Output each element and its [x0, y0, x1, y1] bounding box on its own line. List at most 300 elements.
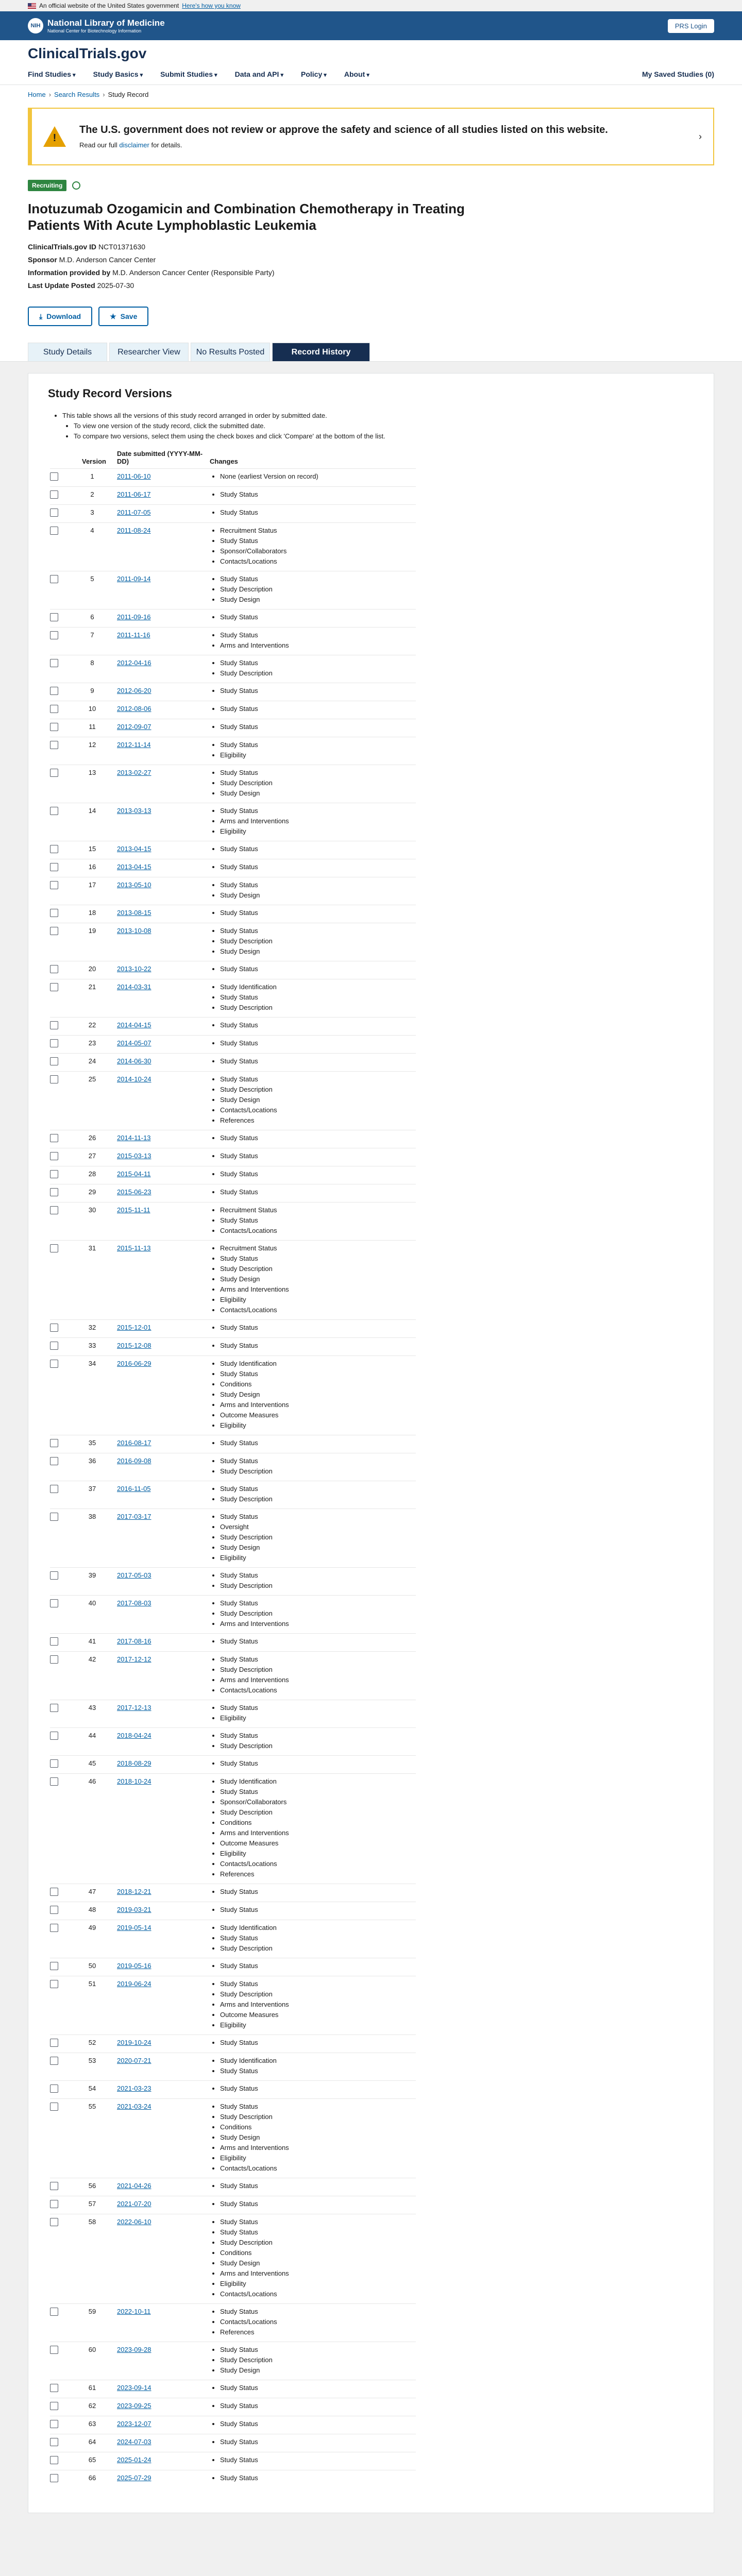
- submitted-date-link[interactable]: 2013-08-15: [117, 909, 151, 917]
- version-number: 40: [88, 1599, 96, 1607]
- version-row: [50, 2452, 416, 2470]
- changes-list: [210, 1323, 416, 1333]
- change-item: • Study Status: [220, 926, 416, 936]
- compare-checkbox[interactable]: [50, 1704, 58, 1712]
- submitted-date-link[interactable]: 2013-04-15: [117, 845, 151, 853]
- compare-checkbox[interactable]: [50, 1152, 58, 1160]
- change-item: • Study Status: [220, 1133, 416, 1143]
- changes-list: [210, 2181, 416, 2191]
- compare-checkbox[interactable]: [50, 1170, 58, 1178]
- change-item: • Eligibility: [220, 1849, 416, 1859]
- compare-checkbox[interactable]: [50, 490, 58, 499]
- submitted-date-link[interactable]: 2015-03-13: [117, 1152, 151, 1160]
- compare-checkbox[interactable]: [50, 723, 58, 731]
- submitted-date-link[interactable]: 2023-12-07: [117, 2420, 151, 2428]
- change-item: • Eligibility: [220, 826, 416, 837]
- submitted-date-link[interactable]: 2016-11-05: [117, 1485, 151, 1493]
- version-number: 25: [88, 1075, 96, 1083]
- compare-checkbox[interactable]: [50, 2200, 58, 2208]
- change-item: • Study Description: [220, 1264, 416, 1274]
- compare-checkbox[interactable]: [50, 1759, 58, 1768]
- submitted-date-link[interactable]: 2025-01-24: [117, 2456, 151, 2464]
- change-item: • Sponsor/Collaborators: [220, 546, 416, 556]
- submitted-date-link[interactable]: 2015-06-23: [117, 1188, 151, 1196]
- tab-no-results-posted[interactable]: No Results Posted: [191, 343, 270, 361]
- submitted-date-link[interactable]: 2022-06-10: [117, 2218, 151, 2226]
- change-item: • Study Description: [220, 1494, 416, 1504]
- submitted-date-link[interactable]: 2011-11-16: [117, 631, 150, 639]
- submitted-date-link[interactable]: 2013-02-27: [117, 769, 151, 776]
- change-item: • Study Status: [220, 1253, 416, 1264]
- main-content: [0, 362, 742, 2513]
- change-item: • Eligibility: [220, 2279, 416, 2289]
- tab-researcher-view[interactable]: Researcher View: [109, 343, 189, 361]
- changes-list: [210, 1923, 416, 1954]
- version-number: 66: [88, 2474, 96, 2482]
- compare-checkbox[interactable]: [50, 1571, 58, 1580]
- changes-list: [210, 686, 416, 696]
- version-number: 23: [88, 1039, 96, 1047]
- bookmark-icon: ★: [110, 312, 116, 320]
- compare-checkbox[interactable]: [50, 909, 58, 917]
- compare-checkbox[interactable]: [50, 1134, 58, 1142]
- nav-item-find-studies[interactable]: Find Studies ▾: [28, 70, 76, 78]
- change-item: • Outcome Measures: [220, 1838, 416, 1849]
- changes-list: [210, 1169, 416, 1179]
- submitted-date-link[interactable]: 2021-03-23: [117, 2084, 151, 2092]
- version-row: [50, 1320, 416, 1338]
- compare-checkbox[interactable]: [50, 2308, 58, 2316]
- version-row: [50, 1054, 416, 1072]
- compare-checkbox[interactable]: [50, 1777, 58, 1786]
- compare-checkbox[interactable]: [50, 1962, 58, 1970]
- version-row: [50, 1652, 416, 1700]
- submitted-date-link[interactable]: 2016-09-08: [117, 1457, 151, 1465]
- version-number: 61: [88, 2384, 96, 2392]
- submitted-date-link[interactable]: 2019-03-21: [117, 1906, 151, 1913]
- change-item: • Study Description: [220, 1003, 416, 1013]
- changes-list: [210, 1731, 416, 1751]
- changes-list: [210, 2056, 416, 2076]
- compare-checkbox[interactable]: [50, 1732, 58, 1740]
- compare-checkbox[interactable]: [50, 2084, 58, 2093]
- compare-checkbox[interactable]: [50, 527, 58, 535]
- compare-checkbox[interactable]: [50, 2039, 58, 2047]
- version-row: [50, 2398, 416, 2416]
- compare-checkbox[interactable]: [50, 1206, 58, 1214]
- version-row: [50, 859, 416, 877]
- tab-record-history[interactable]: Record History: [272, 343, 370, 361]
- version-number: 55: [88, 2103, 96, 2110]
- compare-checkbox[interactable]: [50, 659, 58, 667]
- compare-checkbox[interactable]: [50, 1360, 58, 1368]
- submitted-date-link[interactable]: 2017-08-16: [117, 1637, 151, 1645]
- change-item: • Study Status: [220, 536, 416, 546]
- change-item: • Study Description: [220, 584, 416, 595]
- change-item: • Contacts/Locations: [220, 2163, 416, 2174]
- compare-checkbox[interactable]: [50, 1324, 58, 1332]
- submitted-date-link[interactable]: 2017-03-17: [117, 1513, 151, 1520]
- compare-checkbox[interactable]: [50, 575, 58, 583]
- compare-checkbox[interactable]: [50, 1599, 58, 1607]
- compare-checkbox[interactable]: [50, 1655, 58, 1664]
- change-item: • Study Status: [220, 2199, 416, 2209]
- submitted-date-link[interactable]: 2011-06-17: [117, 490, 151, 498]
- compare-checkbox[interactable]: [50, 2438, 58, 2446]
- version-row: [50, 1700, 416, 1728]
- version-number: 16: [88, 863, 96, 871]
- version-row: [50, 609, 416, 628]
- tab-study-details[interactable]: Study Details: [28, 343, 107, 361]
- compare-checkbox[interactable]: [50, 1888, 58, 1896]
- nlm-subtitle: National Center for Biotechnology Information: [47, 28, 142, 33]
- submitted-date-link[interactable]: 2021-03-24: [117, 2103, 151, 2110]
- compare-checkbox[interactable]: [50, 1637, 58, 1646]
- version-row: [50, 1435, 416, 1453]
- main-nav: [28, 64, 714, 84]
- changes-list: [210, 1887, 416, 1897]
- submitted-date-link[interactable]: 2014-11-13: [117, 1134, 151, 1142]
- compare-checkbox[interactable]: [50, 687, 58, 695]
- changes-list: [210, 1020, 416, 1030]
- site-title[interactable]: ClinicalTrials.gov: [28, 45, 147, 61]
- submitted-date-link[interactable]: 2021-04-26: [117, 2182, 151, 2190]
- version-number: 11: [89, 723, 96, 731]
- change-item: • Study Status: [220, 2102, 416, 2112]
- help-icon[interactable]: [72, 181, 80, 190]
- change-item: • Study Status: [220, 908, 416, 918]
- submitted-date-link[interactable]: 2017-12-13: [117, 1704, 151, 1711]
- submitted-date-link[interactable]: 2015-04-11: [117, 1170, 151, 1178]
- compare-checkbox[interactable]: [50, 631, 58, 639]
- version-number: 57: [88, 2200, 96, 2208]
- compare-checkbox[interactable]: [50, 2420, 58, 2428]
- breadcrumb-home[interactable]: Home: [28, 90, 46, 98]
- submitted-date-link[interactable]: 2017-12-12: [117, 1655, 151, 1663]
- submitted-date-link[interactable]: 2013-03-13: [117, 807, 151, 815]
- changes-list: [210, 722, 416, 732]
- submitted-date-link[interactable]: 2018-08-29: [117, 1759, 151, 1767]
- compare-checkbox[interactable]: [50, 1457, 58, 1465]
- changes-list: [210, 2217, 416, 2299]
- submitted-date-link[interactable]: 2014-06-30: [117, 1057, 151, 1065]
- study-header: [0, 177, 742, 341]
- submitted-date-link[interactable]: 2016-08-17: [117, 1439, 151, 1447]
- changes-list: [210, 1979, 416, 2030]
- change-item: • Study Identification: [220, 1923, 416, 1933]
- submitted-date-link[interactable]: 2014-10-24: [117, 1075, 151, 1083]
- change-item: • Study Description: [220, 1989, 416, 1999]
- submitted-date-link[interactable]: 2011-09-16: [117, 613, 151, 621]
- compare-checkbox[interactable]: [50, 1075, 58, 1083]
- changes-list: [210, 880, 416, 901]
- version-row: [50, 2178, 416, 2196]
- version-number: 4: [90, 527, 94, 534]
- change-item: • Study Design: [220, 1274, 416, 1284]
- compare-checkbox[interactable]: [50, 1244, 58, 1252]
- changes-list: [210, 526, 416, 567]
- change-item: • Contacts/Locations: [220, 1105, 416, 1115]
- changes-list: [210, 1776, 416, 1879]
- version-row: [50, 1884, 416, 1902]
- changes-list: [210, 658, 416, 679]
- change-item: • Arms and Interventions: [220, 816, 416, 826]
- nav-item-about[interactable]: About ▾: [344, 70, 369, 78]
- version-number: 27: [88, 1152, 96, 1160]
- version-row: [50, 2053, 416, 2081]
- change-item: • Study Status: [220, 1570, 416, 1581]
- submitted-date-link[interactable]: 2014-05-07: [117, 1039, 151, 1047]
- compare-checkbox[interactable]: [50, 1057, 58, 1065]
- nih-logo-icon: NIH: [28, 18, 43, 33]
- compare-checkbox[interactable]: [50, 2218, 58, 2226]
- compare-checkbox[interactable]: [50, 2182, 58, 2190]
- submitted-date-link[interactable]: 2012-08-06: [117, 705, 151, 713]
- submitted-date-link[interactable]: 2015-12-08: [117, 1342, 151, 1349]
- version-row: [50, 571, 416, 609]
- change-item: • Study Status: [220, 1456, 416, 1466]
- submitted-date-link[interactable]: 2019-05-14: [117, 1924, 151, 1931]
- compare-checkbox[interactable]: [50, 965, 58, 973]
- version-row: [50, 1148, 416, 1166]
- change-item: • References: [220, 1869, 416, 1879]
- compare-checkbox[interactable]: [50, 807, 58, 815]
- version-number: 15: [88, 845, 96, 853]
- compare-checkbox[interactable]: [50, 472, 58, 481]
- submitted-date-link[interactable]: 2011-09-14: [117, 575, 151, 583]
- compare-checkbox[interactable]: [50, 927, 58, 935]
- version-number: 21: [88, 983, 96, 991]
- change-item: • Study Status: [220, 612, 416, 622]
- submitted-date-link[interactable]: 2020-07-21: [117, 2057, 151, 2064]
- version-row: [50, 905, 416, 923]
- version-row: [50, 961, 416, 979]
- submitted-date-link[interactable]: 2017-08-03: [117, 1599, 151, 1607]
- prs-login-button[interactable]: PRS Login: [668, 19, 714, 33]
- change-item: • Study Description: [220, 2112, 416, 2122]
- compare-checkbox[interactable]: [50, 769, 58, 777]
- changes-list: [210, 1758, 416, 1769]
- version-row: [50, 1184, 416, 1202]
- changes-list: [210, 1187, 416, 1197]
- compare-checkbox[interactable]: [50, 1188, 58, 1196]
- compare-checkbox[interactable]: [50, 1513, 58, 1521]
- compare-checkbox[interactable]: [50, 705, 58, 713]
- compare-checkbox[interactable]: [50, 2474, 58, 2482]
- submitted-date-link[interactable]: 2014-03-31: [117, 983, 151, 991]
- version-row: [50, 1202, 416, 1241]
- version-row: [50, 2434, 416, 2452]
- changes-list: [210, 471, 416, 482]
- submitted-date-link[interactable]: 2019-10-24: [117, 2039, 151, 2046]
- changes-list: [210, 2455, 416, 2465]
- submitted-date-link[interactable]: 2012-09-07: [117, 723, 151, 731]
- submitted-date-link[interactable]: 2013-04-15: [117, 863, 151, 871]
- change-item: • Study Description: [220, 2238, 416, 2248]
- changes-list: [210, 489, 416, 500]
- change-item: • Study Description: [220, 1943, 416, 1954]
- version-row: [50, 523, 416, 571]
- version-row: [50, 877, 416, 905]
- changes-list: [210, 1074, 416, 1126]
- change-item: • References: [220, 1115, 416, 1126]
- change-item: • Study Status: [220, 1341, 416, 1351]
- compare-checkbox[interactable]: [50, 741, 58, 749]
- change-item: • Study Status: [220, 2217, 416, 2227]
- download-button[interactable]: [28, 307, 92, 326]
- compare-checkbox[interactable]: [50, 509, 58, 517]
- submitted-date-link[interactable]: 2017-05-03: [117, 1571, 151, 1579]
- compare-checkbox[interactable]: [50, 983, 58, 991]
- version-row: [50, 719, 416, 737]
- study-actions: [28, 307, 714, 341]
- version-number: 53: [88, 2057, 96, 2064]
- version-row: [50, 2099, 416, 2178]
- change-item: • Eligibility: [220, 1713, 416, 1723]
- submitted-date-link[interactable]: 2015-11-11: [117, 1206, 150, 1214]
- changes-list: [210, 2345, 416, 2376]
- compare-checkbox[interactable]: [50, 1980, 58, 1988]
- change-item: • Study Status: [220, 2345, 416, 2355]
- version-number: 58: [88, 2218, 96, 2226]
- disclaimer-link[interactable]: disclaimer: [119, 141, 149, 149]
- compare-checkbox[interactable]: [50, 1039, 58, 1047]
- change-item: • Study Description: [220, 1466, 416, 1477]
- submitted-date-link[interactable]: 2014-04-15: [117, 1021, 151, 1029]
- change-item: • Study Design: [220, 2132, 416, 2143]
- changes-list: [210, 1151, 416, 1161]
- changes-list: [210, 2199, 416, 2209]
- instruction-sub-item: • To view one version of the study record, click the submitted date.: [74, 421, 694, 431]
- submitted-date-link[interactable]: 2015-12-01: [117, 1324, 151, 1331]
- version-number: 19: [88, 927, 96, 935]
- compare-checkbox[interactable]: [50, 863, 58, 871]
- nav-item-submit-studies[interactable]: Submit Studies ▾: [160, 70, 217, 78]
- submitted-date-link[interactable]: 2013-05-10: [117, 881, 151, 889]
- change-item: • Contacts/Locations: [220, 2289, 416, 2299]
- change-item: • Study Status: [220, 686, 416, 696]
- chevron-right-icon[interactable]: ›: [699, 131, 702, 142]
- compare-checkbox[interactable]: [50, 2402, 58, 2410]
- change-item: • Study Description: [220, 668, 416, 679]
- nlm-header: [0, 11, 742, 40]
- instruction-text: This table shows all the versions of this study record arranged in order by submitted date.: [62, 412, 327, 419]
- submitted-date-link[interactable]: 2024-07-03: [117, 2438, 151, 2446]
- version-row: [50, 2214, 416, 2304]
- change-item: • Study Status: [220, 1654, 416, 1665]
- submitted-date-link[interactable]: 2013-10-22: [117, 965, 151, 973]
- change-item: • Recruitment Status: [220, 1205, 416, 1215]
- version-number: 13: [88, 769, 96, 776]
- compare-checkbox[interactable]: [50, 1485, 58, 1493]
- submitted-date-link[interactable]: 2012-04-16: [117, 659, 151, 667]
- change-item: • Study Status: [220, 630, 416, 640]
- change-item: • Study Status: [220, 1979, 416, 1989]
- submitted-date-link[interactable]: 2016-06-29: [117, 1360, 151, 1367]
- submitted-date-link[interactable]: 2011-08-24: [117, 527, 151, 534]
- change-item: • Study Status: [220, 964, 416, 974]
- change-item: • Study Status: [220, 1703, 416, 1713]
- change-item: • Study Status: [220, 1323, 416, 1333]
- change-item: • Study Status: [220, 2437, 416, 2447]
- submitted-date-link[interactable]: 2025-07-29: [117, 2474, 151, 2482]
- version-row: [50, 1920, 416, 1958]
- version-number: 36: [88, 1457, 96, 1465]
- change-item: • Study Description: [220, 1084, 416, 1095]
- change-item: • Study Status: [220, 1169, 416, 1179]
- compare-checkbox[interactable]: [50, 2384, 58, 2392]
- breadcrumb-search-results[interactable]: Search Results: [54, 90, 100, 98]
- submitted-date-link[interactable]: 2019-05-16: [117, 1962, 151, 1970]
- version-row: [50, 1036, 416, 1054]
- change-item: • Arms and Interventions: [220, 2143, 416, 2153]
- submitted-date-link[interactable]: 2018-04-24: [117, 1732, 151, 1739]
- nav-item-policy[interactable]: Policy ▾: [301, 70, 327, 78]
- changes-list: [210, 982, 416, 1013]
- changes-list: [210, 1484, 416, 1504]
- compare-checkbox[interactable]: [50, 2346, 58, 2354]
- change-item: • Study Status: [220, 507, 416, 518]
- change-item: • Study Identification: [220, 1359, 416, 1369]
- compare-checkbox[interactable]: [50, 1924, 58, 1932]
- compare-checkbox[interactable]: [50, 2456, 58, 2464]
- submitted-date-link[interactable]: 2019-06-24: [117, 1980, 151, 1988]
- nav-item-study-basics[interactable]: Study Basics ▾: [93, 70, 143, 78]
- version-number: 12: [88, 741, 96, 749]
- info-label: Information provided by: [28, 268, 111, 277]
- change-item: • Study Status: [220, 1598, 416, 1608]
- submitted-date-link[interactable]: 2021-07-20: [117, 2200, 151, 2208]
- changes-list: [210, 964, 416, 974]
- compare-checkbox[interactable]: [50, 881, 58, 889]
- study-tabs: [0, 341, 742, 362]
- gov-banner-link[interactable]: Here's how you know: [182, 2, 241, 9]
- changes-list: [210, 926, 416, 957]
- nav-item-data-and-api[interactable]: Data and API ▾: [235, 70, 283, 78]
- nlm-logo[interactable]: [28, 18, 165, 33]
- version-number: 62: [88, 2402, 96, 2410]
- submitted-date-link[interactable]: 2015-11-13: [117, 1244, 151, 1252]
- save-button[interactable]: [98, 307, 148, 326]
- version-row: [50, 2304, 416, 2342]
- compare-checkbox[interactable]: [50, 1021, 58, 1029]
- change-item: • Study Status: [220, 880, 416, 890]
- submitted-date-link[interactable]: 2012-06-20: [117, 687, 151, 694]
- saved-studies-link[interactable]: My Saved Studies (0): [642, 70, 714, 78]
- change-item: • Study Status: [220, 2181, 416, 2191]
- submitted-date-link[interactable]: 2012-11-14: [117, 741, 151, 749]
- compare-checkbox[interactable]: [50, 1906, 58, 1914]
- compare-checkbox[interactable]: [50, 845, 58, 853]
- submitted-date-link[interactable]: 2018-12-21: [117, 1888, 151, 1895]
- compare-checkbox[interactable]: [50, 613, 58, 621]
- change-item: • Study Status: [220, 658, 416, 668]
- submitted-date-link[interactable]: 2011-06-10: [117, 472, 151, 480]
- submitted-date-link[interactable]: 2018-10-24: [117, 1777, 151, 1785]
- submitted-date-link[interactable]: 2023-09-28: [117, 2346, 151, 2353]
- submitted-date-link[interactable]: 2011-07-05: [117, 509, 151, 516]
- submitted-date-link[interactable]: 2023-09-14: [117, 2384, 151, 2392]
- version-number: 18: [88, 909, 96, 917]
- submitted-date-link[interactable]: 2022-10-11: [117, 2308, 151, 2315]
- version-row: [50, 1453, 416, 1481]
- compare-checkbox[interactable]: [50, 2057, 58, 2065]
- submitted-date-link[interactable]: 2023-09-25: [117, 2402, 151, 2410]
- compare-checkbox[interactable]: [50, 2103, 58, 2111]
- compare-checkbox[interactable]: [50, 1342, 58, 1350]
- compare-checkbox[interactable]: [50, 1439, 58, 1447]
- submitted-date-link[interactable]: 2013-10-08: [117, 927, 151, 935]
